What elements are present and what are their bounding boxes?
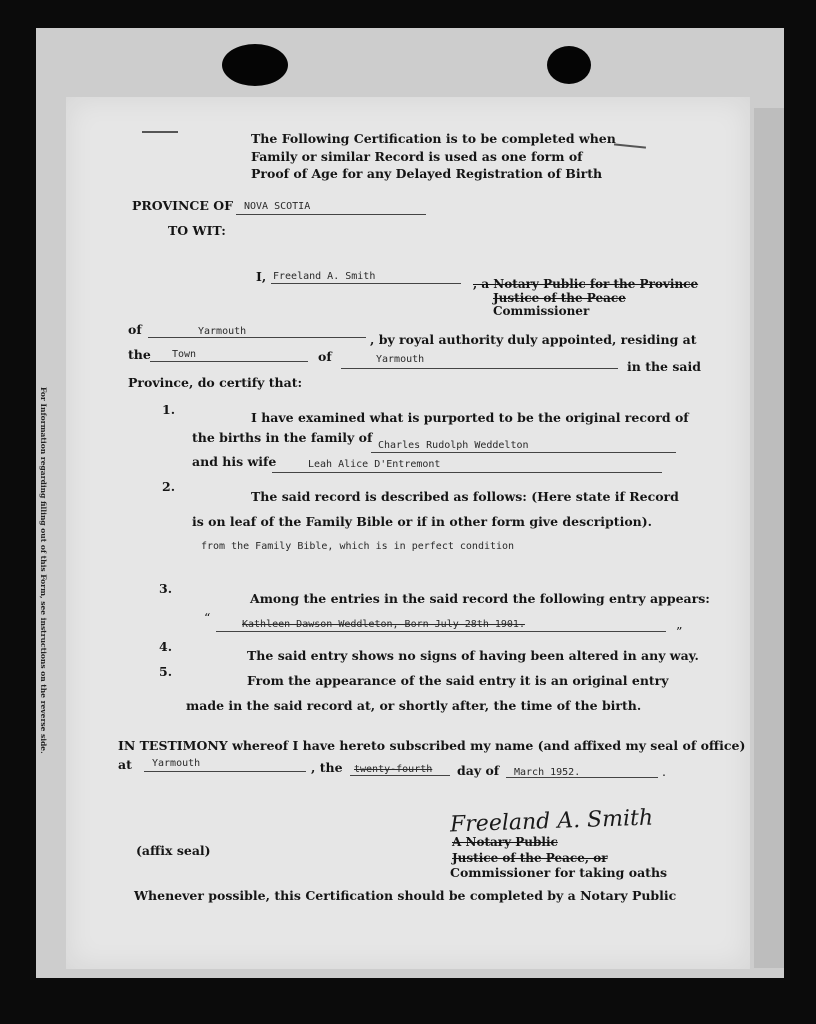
province-rule <box>236 214 426 215</box>
item-3-rule <box>216 631 666 632</box>
declarant-prefix: I, <box>256 269 267 284</box>
back-sheet-edge <box>754 108 784 968</box>
certify-text: Province, do certify that: <box>128 375 303 390</box>
certificate-page <box>39 97 750 969</box>
item-5-line-2: made in the said record at, or shortly after, the time of the birth. <box>186 698 642 713</box>
item-2-typed: from the Family Bible, which is in perfect condition <box>201 541 515 552</box>
item-1-line-1: I have examined what is purported to be the original record of <box>251 410 689 425</box>
in-said-label: in the said <box>627 359 701 374</box>
signature: Freeland A. Smith <box>449 805 654 838</box>
item-2-line-2: is on leaf of the Family Bible or if in other form give description). <box>192 514 653 529</box>
ink-mark <box>614 143 646 148</box>
close-quote: ” <box>676 624 683 639</box>
month-rule <box>506 777 658 778</box>
at-value: Yarmouth <box>152 758 201 769</box>
day-of-label: day of <box>457 763 500 778</box>
item-1-line-3-label: and his wife <box>192 454 277 469</box>
item-2-line-1: The said record is described as follows: (Here state if Record <box>251 489 679 504</box>
the-day-label: , the <box>311 760 343 775</box>
of2-value: Yarmouth <box>376 354 425 365</box>
declarant-title-struck-1: , a Notary Public for the Province <box>473 277 699 291</box>
punch-hole-right <box>547 46 591 84</box>
open-quote: “ <box>204 610 211 625</box>
day-value: twenty-fourth <box>354 764 433 775</box>
of-label: of <box>128 322 142 337</box>
item-3-line-1: Among the entries in the said record the following entry appears: <box>250 591 710 606</box>
header-line-2: Family or similar Record is used as one form of <box>251 149 583 164</box>
of-rule <box>148 337 366 338</box>
item-4-line-1: The said entry shows no signs of having been altered in any way. <box>247 648 699 663</box>
item-1-mother: Leah Alice D'Entremont <box>308 459 441 470</box>
item-4-number: 4. <box>159 639 173 654</box>
to-wit-label: TO WIT: <box>168 223 226 238</box>
authority-text: , by royal authority duly appointed, residing at <box>370 332 697 347</box>
the-label: the <box>128 347 151 362</box>
at-rule <box>144 771 306 772</box>
at-label: at <box>118 757 132 772</box>
item-5-number: 5. <box>159 664 173 679</box>
item-1-number: 1. <box>162 402 176 417</box>
affix-seal: (affix seal) <box>136 843 211 858</box>
sig-title-struck-2: Justice of the Peace, or <box>452 851 608 865</box>
item-1-line-2-label: the births in the family of <box>192 430 373 445</box>
day-rule <box>350 775 450 776</box>
declarant-title-kept: Commissioner <box>493 304 590 318</box>
province-value: NOVA SCOTIA <box>244 201 311 212</box>
item-5-line-1: From the appearance of the said entry it is an original entry <box>247 673 669 688</box>
item-1-father-rule <box>371 452 676 453</box>
declarant-rule <box>271 283 461 284</box>
side-note <box>34 387 50 754</box>
item-2-number: 2. <box>162 479 176 494</box>
item-1-father: Charles Rudolph Weddelton <box>378 440 529 451</box>
ink-mark <box>142 131 178 133</box>
of2-rule <box>341 368 618 369</box>
declarant-name: Freeland A. Smith <box>273 271 376 282</box>
item-3-number: 3. <box>159 581 173 596</box>
of2-label: of <box>318 349 332 364</box>
sig-title-kept: Commissioner for taking oaths <box>450 865 668 880</box>
punch-hole-left <box>222 44 288 86</box>
testimony-line <box>118 738 745 753</box>
province-label: PROVINCE OF <box>132 198 234 213</box>
the-rule <box>150 361 308 362</box>
the-value: Town <box>172 349 197 360</box>
header-line-1: The Following Certification is to be completed when <box>251 131 616 146</box>
sig-title-struck-1: A Notary Public <box>452 835 558 849</box>
testimony-rest: whereof I have hereto subscribed my name (and affixed my seal of office) <box>227 738 746 753</box>
of-value: Yarmouth <box>198 326 247 337</box>
side-note-text: For Information regarding filling out of this Form, see instructions on the reverse side. <box>39 387 48 754</box>
month-value: March 1952. <box>514 767 581 778</box>
testimony-bold: IN TESTIMONY <box>118 738 228 753</box>
date-period: . <box>662 764 666 779</box>
footer-note: Whenever possible, this Certification should be completed by a Notary Public <box>134 888 677 903</box>
declarant-title-struck-2: Justice of the Peace <box>493 291 626 305</box>
header-line-3: Proof of Age for any Delayed Registration of Birth <box>251 166 603 181</box>
item-1-mother-rule <box>272 472 662 473</box>
item-3-typed: Kathleen Dawson Weddleton, Born July 28th 1901. <box>242 619 525 630</box>
